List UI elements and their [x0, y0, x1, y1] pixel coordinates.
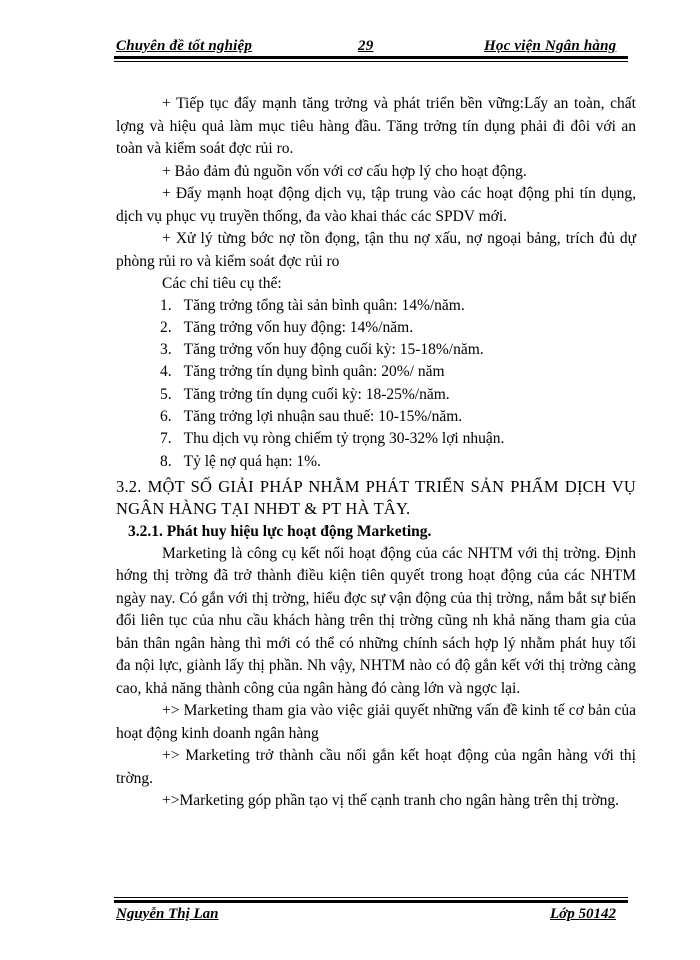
page-number: 29 [358, 38, 374, 54]
list-item: 8. Tỷ lệ nợ quá hạn: 1%. [160, 452, 321, 470]
list-item: 3. Tăng trởng vốn huy động cuối kỳ: 15-18%/năm. [160, 341, 484, 359]
list-item: 5. Tăng trởng tín dụng cuối kỳ: 18-25%/năm. [160, 385, 450, 403]
paragraph: Marketing là công cụ kết nối hoạt động của các NHTM với thị trờng. Định hớng thị trờng đã trở thành điều kiện tiên quyết trong hoạt động của các NHTM ngày nay. Có gắn với thị trờng, hiểu đợc sự vận động của thị trờng, nắm bắt sự biến đổi liên tục của nhu cầu khách hàng trên thị trờng cũng nh khả năng tham gia của bản thân ngân hàng thì mới có thể có những chính sách hợp lý nhằm phát huy tối đa nội lực, giành lấy thị phần. Nh vậy, NHTM nào có độ gắn kết với thị trờng càng cao, khả năng thành công của ngân hàng đó càng lớn và ngợc lại. [116, 544, 636, 697]
footer-author: Nguyễn Thị Lan [116, 906, 219, 922]
header-rule [114, 56, 628, 62]
list-item: 2. Tăng trởng vốn huy động: 14%/năm. [160, 318, 414, 336]
paragraph: +>Marketing góp phần tạo vị thế cạnh tranh cho ngân hàng trên thị trờng. [162, 792, 619, 810]
paragraph: + Tiếp tục đẩy mạnh tăng trởng và phát triển bền vững:Lấy an toàn, chất lợng và hiệu quả làm mục tiêu hàng đầu. Tăng trởng tín dụng phải đi đôi với an toàn và kiểm soát đợc rủi ro. [116, 95, 636, 157]
paragraph: +> Marketing tham gia vào việc giải quyết những vấn đề kinh tế cơ bản của hoạt động kinh doanh ngân hàng [116, 702, 636, 742]
header-left: Chuyên đề tốt nghiệp [116, 38, 253, 54]
page-body [116, 93, 636, 813]
footer-rule [114, 897, 628, 903]
paragraph: +> Marketing trở thành cầu nối gắn kết hoạt động của ngân hàng với thị trờng. [116, 747, 636, 787]
paragraph: + Đẩy mạnh hoạt động dịch vụ, tập trung vào các hoạt động phi tín dụng, dịch vụ phục vụ truyền thống, đa vào khai thác các SPDV mới. [116, 185, 636, 225]
header-right: Học viện Ngân hàng [484, 38, 617, 54]
paragraph: + Bảo đảm đủ nguồn vốn với cơ cấu hợp lý cho hoạt động. [162, 162, 527, 180]
list-item: 1. Tăng trởng tổng tài sản bình quân: 14%/năm. [160, 296, 465, 314]
list-item: 4. Tăng trởng tín dụng bình quân: 20%/ năm [160, 363, 445, 381]
section-heading: 3.2. MỘT SỐ GIẢI PHÁP NHẰM PHÁT TRIỂN SẢN PHẨM DỊCH VỤ NGÂN HÀNG TẠI NHĐT & PT HÀ TÂY. [116, 476, 636, 518]
list-item: 7. Thu dịch vụ ròng chiếm tỷ trọng 30-32% lợi nhuận. [160, 430, 505, 448]
targets-list [116, 295, 636, 473]
footer-class: Lớp 50142 [550, 906, 616, 922]
subsection-heading: 3.2.1. Phát huy hiệu lực hoạt động Marketing. [128, 522, 432, 540]
targets-label: Các chỉ tiêu cụ thể: [162, 275, 282, 292]
list-item: 6. Tăng trởng lợi nhuận sau thuế: 10-15%/năm. [160, 407, 463, 425]
paragraph: + Xử lý từng bớc nợ tồn đọng, tận thu nợ xấu, nợ ngoại bảng, trích đủ dự phòng rủi ro và kiểm soát đợc rủi ro [116, 230, 636, 270]
